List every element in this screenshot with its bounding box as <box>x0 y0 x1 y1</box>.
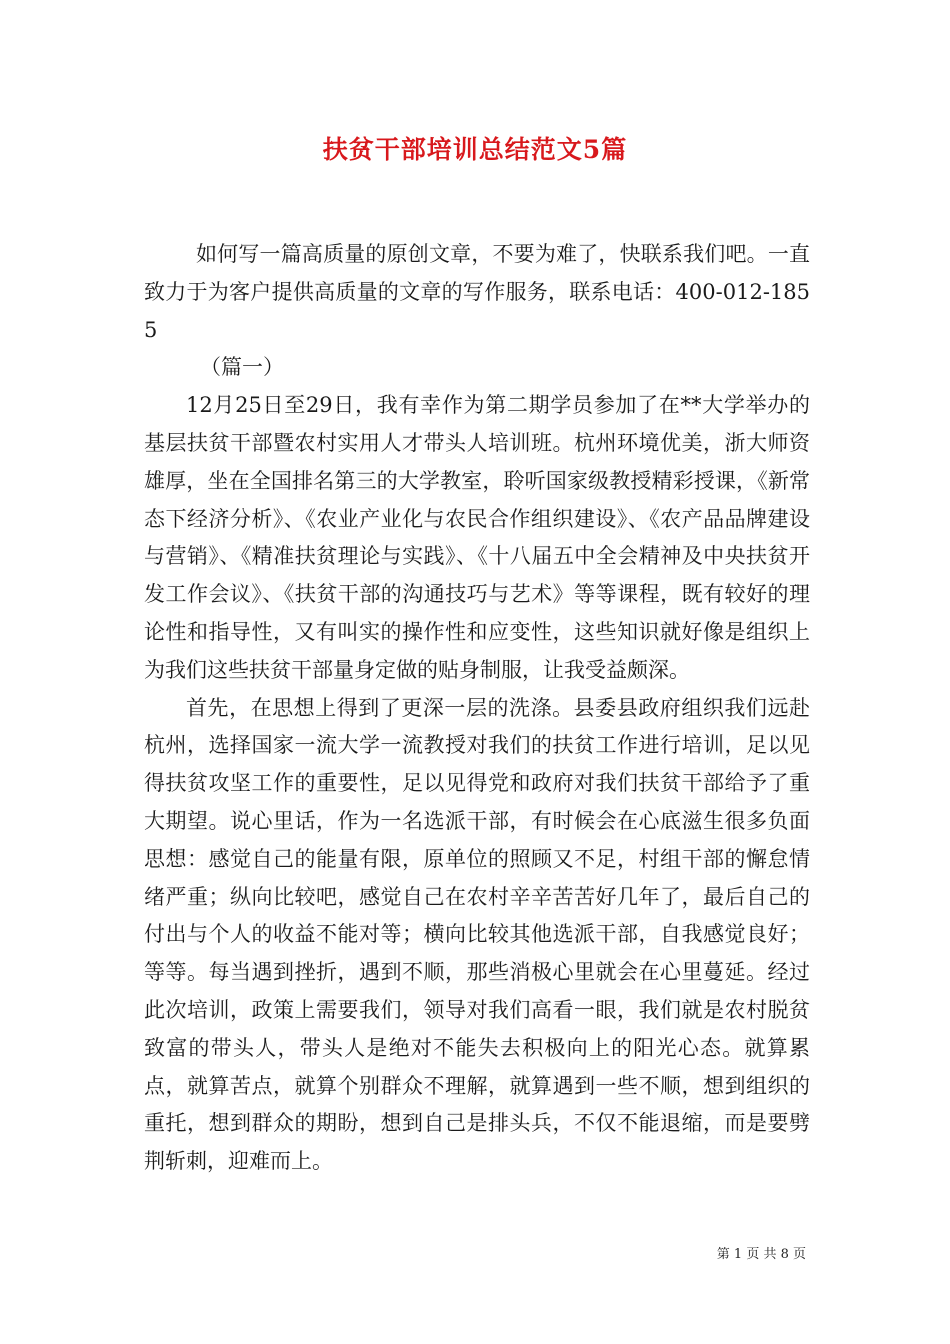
paragraph-2: 首先，在思想上得到了更深一层的洗涤。县委县政府组织我们远赴杭州，选择国家一流大学一流教授对我们的扶贫工作进行培训，足以见得扶贫攻坚工作的重要性，足以见得党和政府对我们扶贫干部给予了重大期望。说心里话，作为一名选派干部，有时候会在心底滋生很多负面思想：感觉自己的能量有限，原单位的照顾又不足，村组干部的懈怠情绪严重；纵向比较吧，感觉自己在农村辛辛苦苦好几年了，最后自己的付出与个人的收益不能对等；横向比较其他选派干部，自我感觉良好；等等。每当遇到挫折，遇到不顺，那些消极心里就会在心里蔓延。经过此次培训，政策上需要我们，领导对我们高看一眼，我们就是农村脱贫致富的带头人，带头人是绝对不能失去积极向上的阳光心态。就算累点，就算苦点，就算个别群众不理解，就算遇到一些不顺，想到组织的重托，想到群众的期盼，想到自己是排头兵，不仅不能退缩，而是要劈荆斩刺，迎难而上。 <box>144 695 810 1174</box>
page-number-footer: 第 1 页 共 8 页 <box>716 1247 806 1262</box>
section-label: （篇一） <box>200 355 284 380</box>
paragraph-1: 12月25日至29日，我有幸作为第二期学员参加了在**大学举办的基层扶贫干部暨农村实用人才带头人培训班。杭州环境优美，浙大师资雄厚，坐在全国排名第三的大学教室，聆听国家级教授精彩授课，《新常态下经济分析》、《农业产业化与农民合作组织建设》、《农产品品牌建设与营销》、《精准扶贫理论与实践》、《十八届五中全会精神及中央扶贫开发工作会议》、《扶贫干部的沟通技巧与艺术》等等课程，既有较好的理论性和指导性，又有叫实的操作性和应变性，这些知识就好像是组织上为我们这些扶贫干部量身定做的贴身制服，让我受益颇深。 <box>144 393 810 682</box>
document-body <box>144 236 810 1181</box>
intro-paragraph: 如何写一篇高质量的原创文章，不要为难了，快联系我们吧。一直致力于为客户提供高质量的文章的写作服务，联系电话：400-012-1855 <box>144 242 810 342</box>
document-title: 扶贫干部培训总结范文5篇 <box>322 135 628 164</box>
